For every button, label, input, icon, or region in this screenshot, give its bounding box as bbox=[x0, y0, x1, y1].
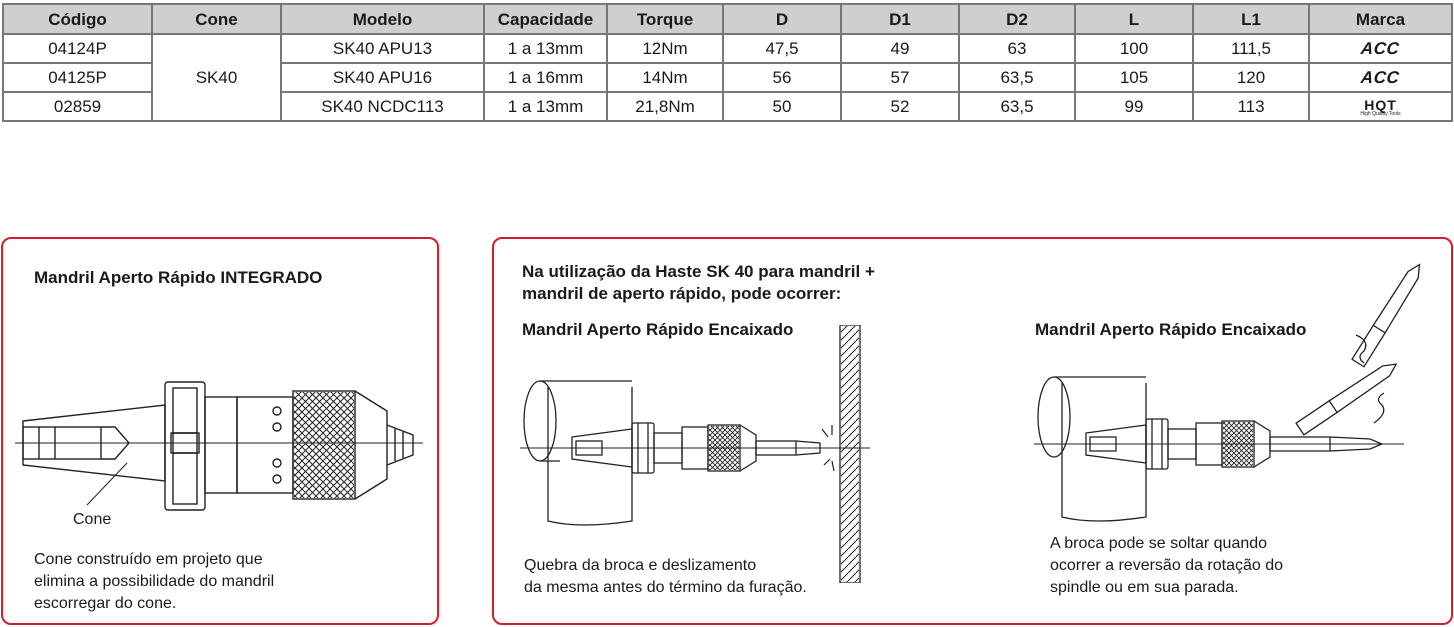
col-l: L bbox=[1075, 4, 1193, 34]
col-modelo: Modelo bbox=[281, 4, 484, 34]
cell-marca bbox=[1309, 92, 1452, 121]
cell-codigo: 04125P bbox=[3, 63, 152, 92]
subtitle-left: Mandril Aperto Rápido Encaixado bbox=[522, 320, 794, 339]
caption-left: Quebra da broca e deslizamento da mesma antes do término da furação. bbox=[524, 557, 807, 596]
acc-logo: ACC bbox=[1360, 68, 1401, 87]
integrated-chuck-drawing bbox=[15, 377, 425, 519]
cell-d: 47,5 bbox=[723, 34, 841, 63]
cell-l1: 113 bbox=[1193, 92, 1309, 121]
subtitle-right: Mandril Aperto Rápido Encaixado bbox=[1035, 320, 1307, 339]
col-marca: Marca bbox=[1309, 4, 1452, 34]
cell-d2: 63,5 bbox=[959, 92, 1075, 121]
col-d2: D2 bbox=[959, 4, 1075, 34]
integrated-chuck-panel bbox=[1, 237, 439, 625]
cell-capacidade: 1 a 13mm bbox=[484, 92, 607, 121]
cell-torque: 14Nm bbox=[607, 63, 723, 92]
col-codigo: Código bbox=[3, 4, 152, 34]
cell-l: 100 bbox=[1075, 34, 1193, 63]
cell-d2: 63 bbox=[959, 34, 1075, 63]
cell-torque: 12Nm bbox=[607, 34, 723, 63]
cell-d: 50 bbox=[723, 92, 841, 121]
caption-right: A broca pode se soltar quando ocorrer a reversão da rotação do spindle ou em sua parada. bbox=[1050, 535, 1284, 596]
cell-d: 56 bbox=[723, 63, 841, 92]
cell-l: 105 bbox=[1075, 63, 1193, 92]
col-d1: D1 bbox=[841, 4, 959, 34]
cell-d1: 52 bbox=[841, 92, 959, 121]
cell-l1: 111,5 bbox=[1193, 34, 1309, 63]
col-capacidade: Capacidade bbox=[484, 4, 607, 34]
cell-modelo: SK40 APU13 bbox=[281, 34, 484, 63]
cell-modelo: SK40 NCDC113 bbox=[281, 92, 484, 121]
broken-drill-drawing bbox=[520, 325, 870, 583]
col-d: D bbox=[723, 4, 841, 34]
cell-d2: 63,5 bbox=[959, 63, 1075, 92]
panel-title: Na utilização da Haste SK 40 para mandril + mandril de aperto rápido, pode ocorrer: bbox=[522, 262, 875, 303]
cell-marca bbox=[1309, 34, 1452, 63]
cell-codigo: 02859 bbox=[3, 92, 152, 121]
cell-capacidade: 1 a 16mm bbox=[484, 63, 607, 92]
cell-d1: 49 bbox=[841, 34, 959, 63]
spec-table bbox=[2, 3, 1453, 122]
panel-caption: Cone construído em projeto que elimina a possibilidade do mandril escorregar do cone. bbox=[34, 551, 275, 612]
table-header-row bbox=[3, 4, 1452, 34]
table-row bbox=[3, 34, 1452, 63]
col-l1: L1 bbox=[1193, 4, 1309, 34]
cell-l1: 120 bbox=[1193, 63, 1309, 92]
acc-logo: ACC bbox=[1360, 39, 1401, 58]
cell-marca bbox=[1309, 63, 1452, 92]
cell-modelo: SK40 APU16 bbox=[281, 63, 484, 92]
cell-d1: 57 bbox=[841, 63, 959, 92]
col-cone: Cone bbox=[152, 4, 281, 34]
cell-codigo: 04124P bbox=[3, 34, 152, 63]
problems-panel bbox=[492, 237, 1453, 625]
cell-cone: SK40 bbox=[152, 34, 281, 121]
cell-l: 99 bbox=[1075, 92, 1193, 121]
cone-label: Cone bbox=[73, 511, 112, 528]
hqt-logo: HQT High Quality Tools bbox=[1360, 96, 1401, 117]
col-torque: Torque bbox=[607, 4, 723, 34]
ejected-drill-drawing bbox=[1034, 243, 1452, 525]
cell-torque: 21,8Nm bbox=[607, 92, 723, 121]
panel-title: Mandril Aperto Rápido INTEGRADO bbox=[34, 268, 323, 287]
cell-capacidade: 1 a 13mm bbox=[484, 34, 607, 63]
